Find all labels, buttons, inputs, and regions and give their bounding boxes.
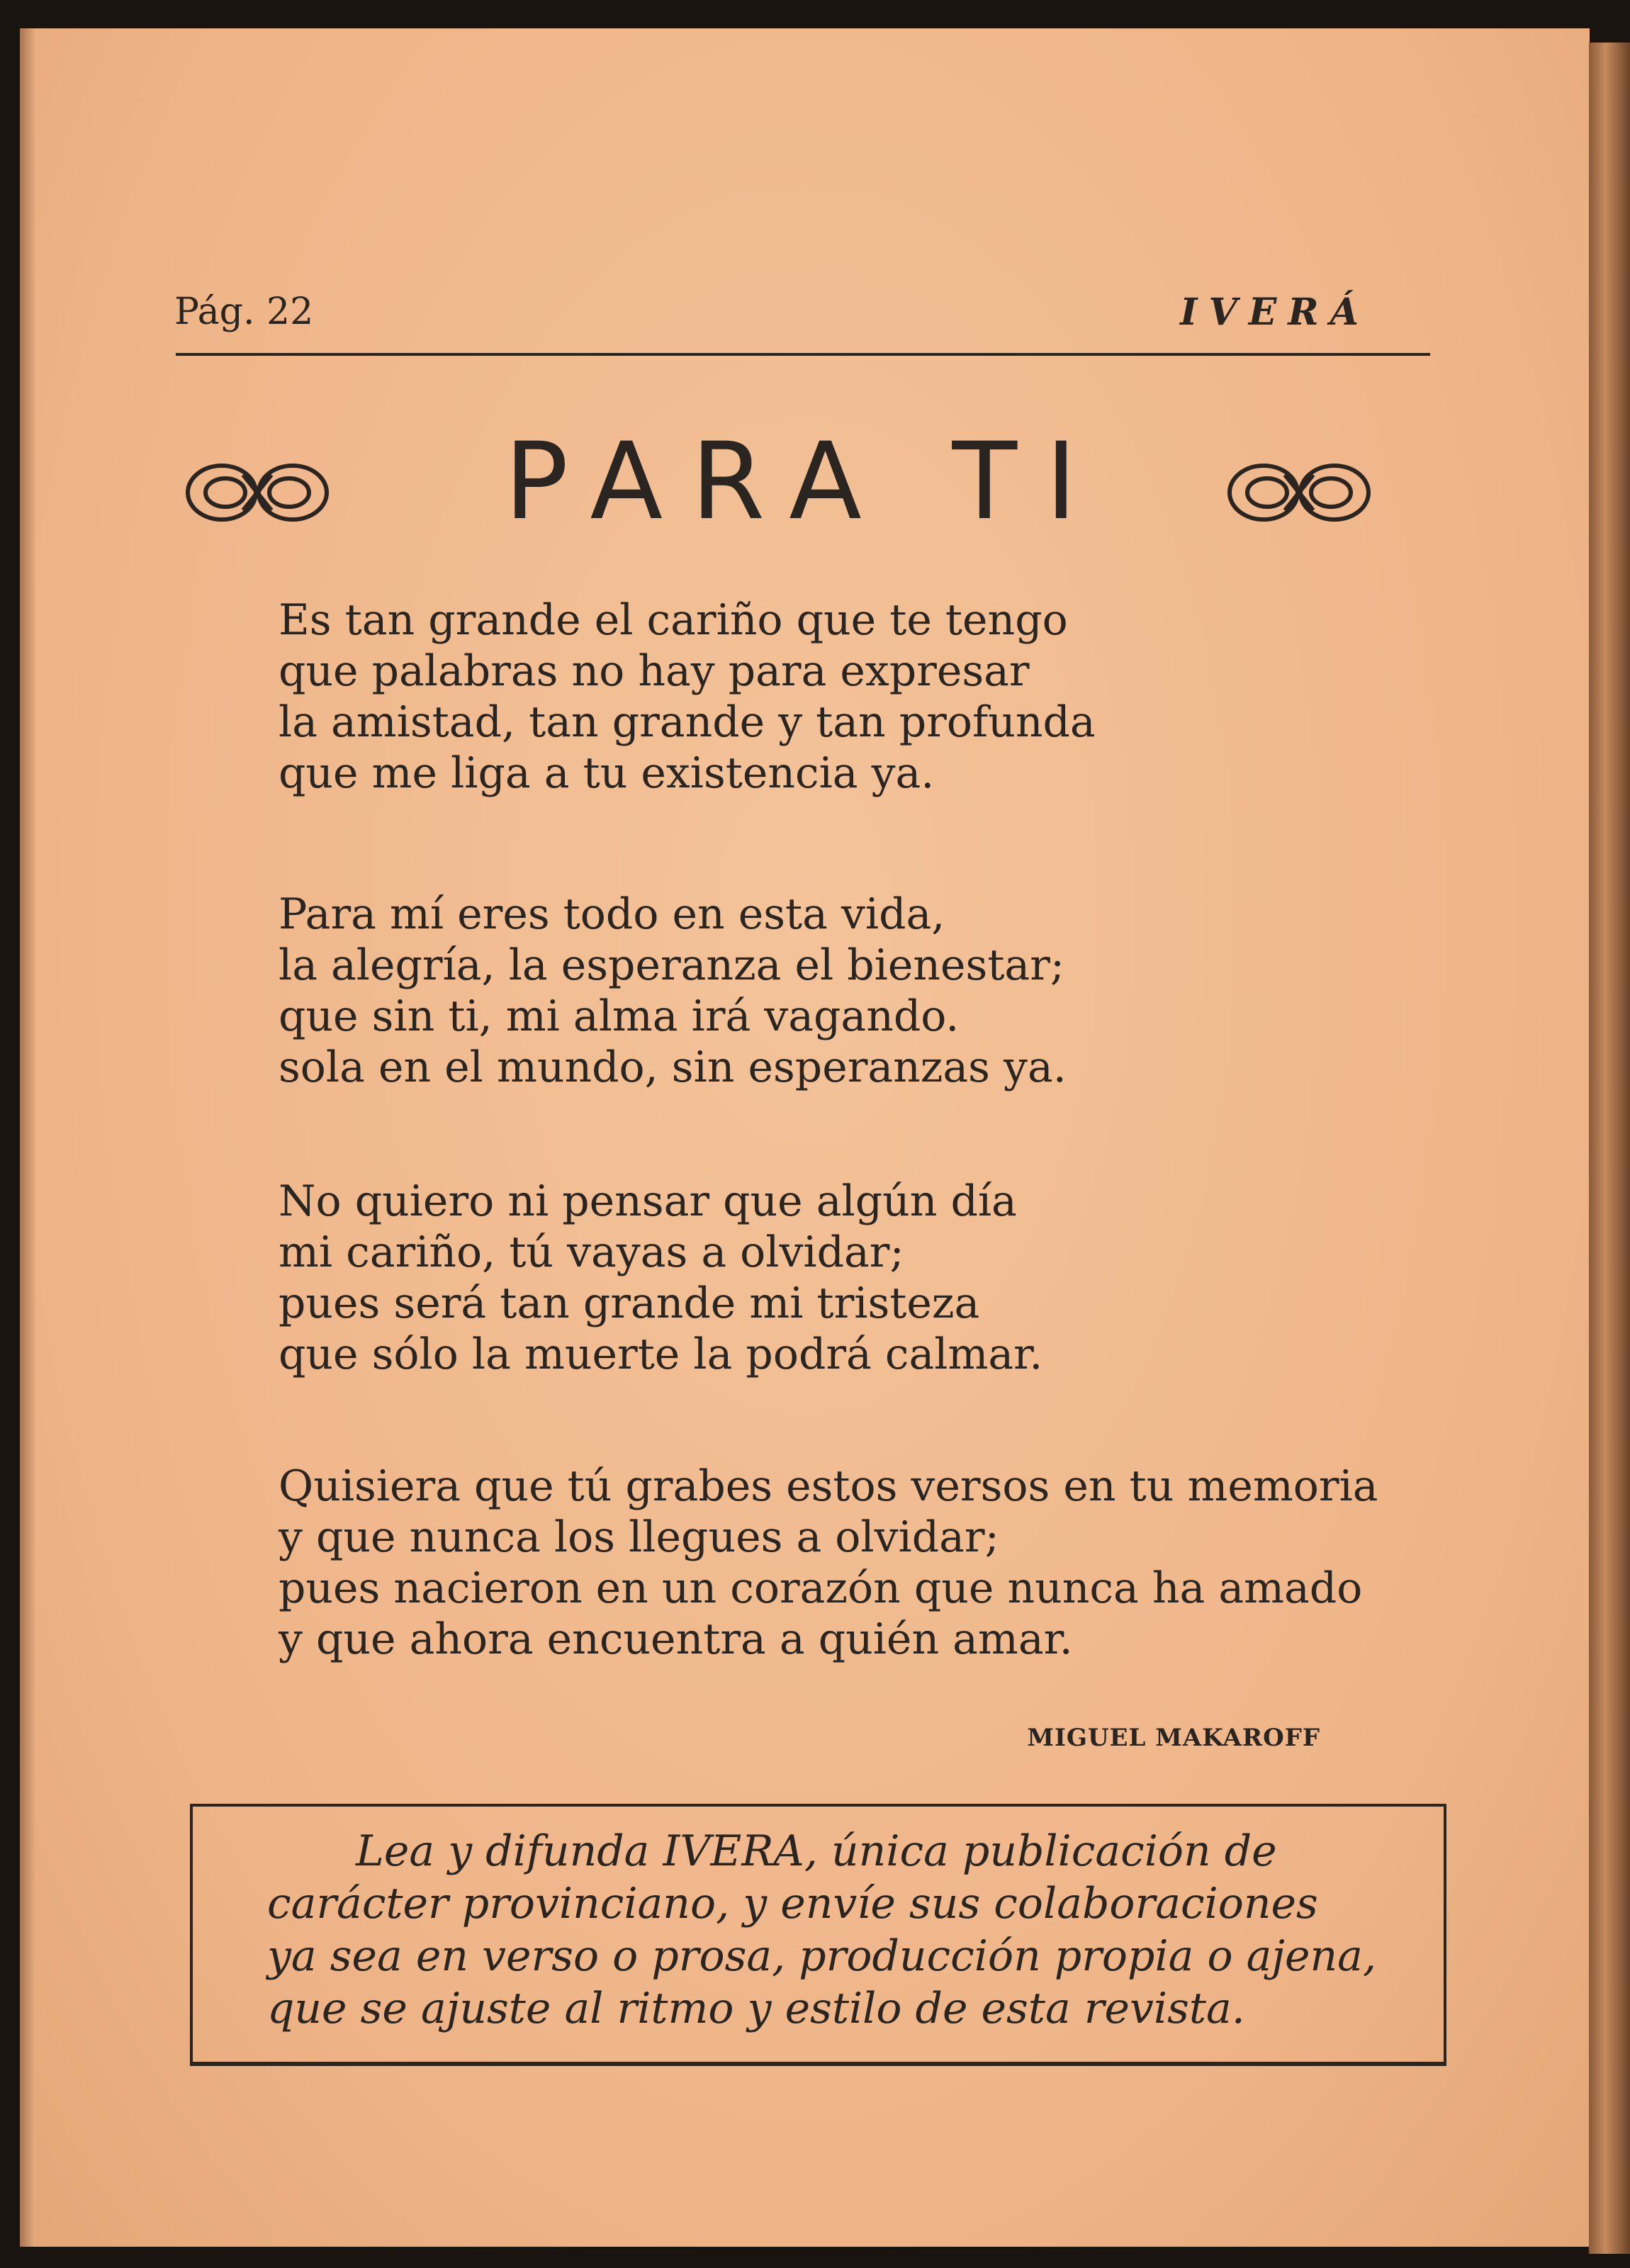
notice-line: Lea y difunda IVERA, única publicación de: [356, 1826, 1277, 1876]
verse-line: y que ahora encuentra a quién amar.: [279, 1615, 1073, 1664]
verse-line: que me liga a tu existencia ya.: [279, 748, 935, 798]
page-edge-right: [1589, 43, 1630, 2254]
verse-line: sola en el mundo, sin esperanzas ya.: [279, 1043, 1067, 1092]
notice-box: [190, 1804, 1446, 2066]
header-rule: [176, 353, 1430, 356]
verse-line: No quiero ni pensar que algún día: [279, 1177, 1017, 1226]
verse-line: pues nacieron en un corazón que nunca ha amado: [279, 1564, 1363, 1613]
page: [20, 28, 1590, 2247]
magazine-name: IVERÁ: [1180, 291, 1370, 334]
notice-line: que se ajuste al ritmo y estilo de esta revista.: [267, 1984, 1245, 2033]
notice-line: ya sea en verso o prosa, producción propia o ajena,: [267, 1931, 1377, 1981]
author-signature: MIGUEL MAKAROFF: [1027, 1724, 1320, 1752]
ornament-right-icon: [1225, 461, 1373, 524]
verse-line: Quisiera que tú grabes estos versos en tu memoria: [279, 1461, 1378, 1511]
verse-line: Para mí eres todo en esta vida,: [279, 889, 945, 939]
verse-line: la amistad, tan grande y tan profunda: [279, 697, 1096, 747]
verse-line: mi cariño, tú vayas a olvidar;: [279, 1228, 904, 1277]
verse-line: pues será tan grande mi tristeza: [279, 1279, 980, 1328]
notice-line: carácter provinciano, y envíe sus colaboraciones: [267, 1879, 1318, 1929]
verse-line: y que nunca los llegues a olvidar;: [279, 1512, 999, 1562]
binding-edge-left: [20, 28, 35, 2247]
poem-title: PARA TI: [504, 420, 1106, 544]
verse-line: la alegría, la esperanza el bienestar;: [279, 941, 1065, 990]
verse-line: que sin ti, mi alma irá vagando.: [279, 992, 960, 1041]
verse-line: que sólo la muerte la podrá calmar.: [279, 1330, 1043, 1379]
verse-line: Es tan grande el cariño que te tengo: [279, 595, 1068, 645]
verse-line: que palabras no hay para expresar: [279, 646, 1030, 696]
page-number: Pág. 22: [174, 291, 314, 333]
